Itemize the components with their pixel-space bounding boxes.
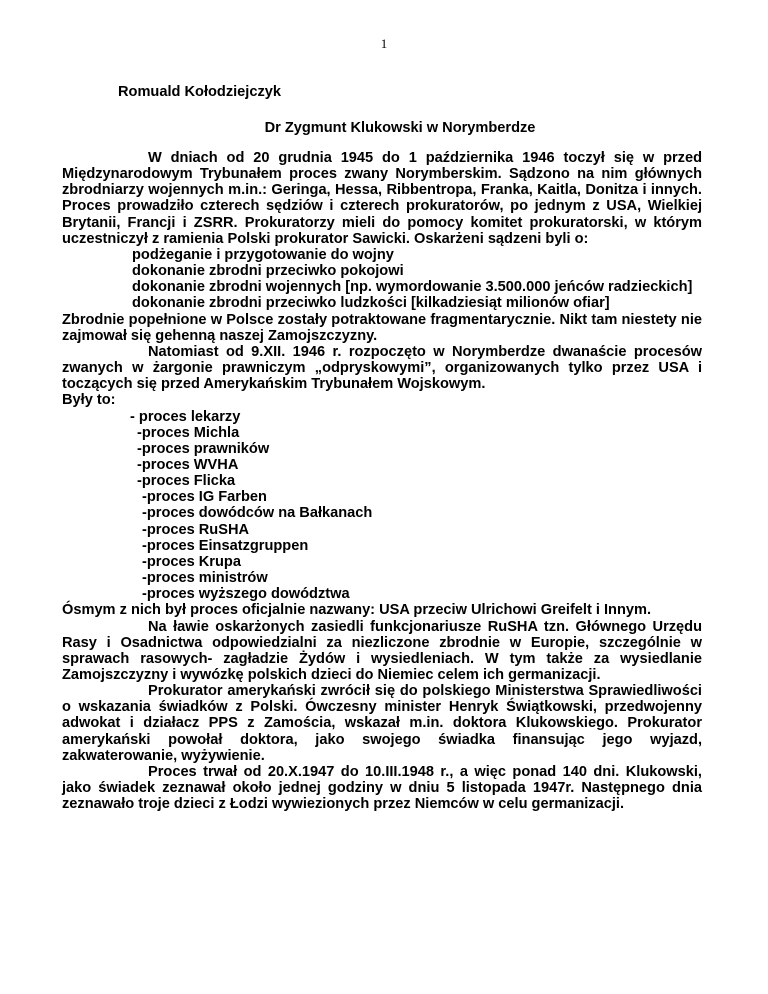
trial-item: -proces Krupa: [142, 553, 241, 570]
trial-item: -proces Flicka: [137, 473, 236, 490]
trial-item: -proces WVHA: [137, 456, 239, 473]
trial-item: -proces IG Farben: [142, 489, 267, 506]
charge-item: podżeganie i przygotowanie do wojny: [132, 246, 394, 263]
paragraph-intro: W dniach od 20 grudnia 1945 do 1 października 1946 toczył się w przed Międzynarodowym Trybunałem proces zwany Norymberskim. Sądzono na nim głównych zbrodniarzy wojennych m.in.: Geringa, Hessa, Ribbentropa, Franka, Kaitla, Donitza i innych. Proces prowadziło czterech sędziów i czterech prokuratorów, po jednym z USA, Wielkiej Brytanii, Francji i ZSRR. Prokuratorzy mieli do pomocy komitet prokuratorski, w którym uczestniczył z ramienia Polski prokurator Sawicki. Oskarżeni sądzeni byli o:: [62, 150, 702, 247]
trial-item: - proces lekarzy: [130, 408, 241, 425]
paragraph-greifelt: Ósmym z nich był proces oficjalnie nazwany: USA przeciw Ulrichowi Greifelt i Innym.: [62, 602, 652, 619]
author-name: Romuald Kołodziejczyk: [118, 84, 281, 100]
trial-item: -proces wyższego dowództwa: [142, 586, 350, 603]
trial-item: -proces RuSHA: [142, 521, 250, 538]
charge-item: dokonanie zbrodni przeciwko ludzkości [kilkadziesiąt milionów ofiar]: [132, 295, 610, 312]
page-number: 1: [380, 36, 388, 51]
article-title: Dr Zygmunt Klukowski w Norymberdze: [264, 120, 536, 136]
paragraph-trial-duration: Proces trwał od 20.X.1947 do 10.III.1948 r., a więc ponad 140 dni. Klukowski, jako świadek zeznawał około jednej godziny w dniu 5 listopada 1947r. Następnego dnia zeznawało troje dzieci z Łodzi wywiezionych przez Niemców w celu germanizacji.: [62, 763, 702, 813]
paragraph-prosecutor: Prokurator amerykański zwrócił się do polskiego Ministerstwa Sprawiedliwości o wskazania świadków z Polski. Ówczesny minister Henryk Świątkowski, przedwojenny adwokat i działacz PPS z Zamościa, wskazał m.in. doktora Klukowskiego. Prokurator amerykański powołał doktora, jako swojego świadka finansując jego wyjazd, zakwaterowanie, wyżywienie.: [62, 683, 702, 764]
list-intro: Były to:: [62, 392, 116, 409]
charge-item: dokonanie zbrodni przeciwko pokojowi: [132, 263, 404, 280]
trials-list: [62, 409, 702, 603]
paragraph-rusha: Na ławie oskarżonych zasiedli funkcjonariusze RuSHA tzn. Głównego Urzędu Rasy i Osadnictwa odpowiedzialni za niezliczone zbrodnie w Europie, szczególnie w sprawach rasowych- zagładzie Żydów i wysiedleniach. W tym także za wysiedlanie Zamojszczyzny i wywózkę polskich dzieci do Niemiec celem ich germanizacji.: [62, 618, 702, 683]
paragraph-poland: Zbrodnie popełnione w Polsce zostały potraktowane fragmentarycznie. Nikt tam niestety nie zajmował się gehenną naszej Zamojszczyzny.: [62, 311, 702, 344]
paragraph-subsequent-trials: Natomiast od 9.XII. 1946 r. rozpoczęto w Norymberdze dwanaście procesów zwanych w żargonie prawniczym „odpryskowymi”, organizowanych tylko przez USA i toczących się przed Amerykańskim Trybunałem Wojskowym.: [62, 343, 702, 393]
trial-item: -proces Einsatzgruppen: [142, 537, 309, 554]
trial-item: -proces dowódców na Bałkanach: [142, 505, 373, 522]
trial-item: -proces Michla: [137, 424, 240, 441]
charges-list: [62, 247, 702, 312]
article-body: [62, 150, 702, 812]
trial-item: -proces ministrów: [142, 570, 268, 587]
trial-item: -proces prawników: [137, 440, 270, 457]
charge-item: dokonanie zbrodni wojennych [np. wymordowanie 3.500.000 jeńców radzieckich]: [132, 279, 693, 296]
